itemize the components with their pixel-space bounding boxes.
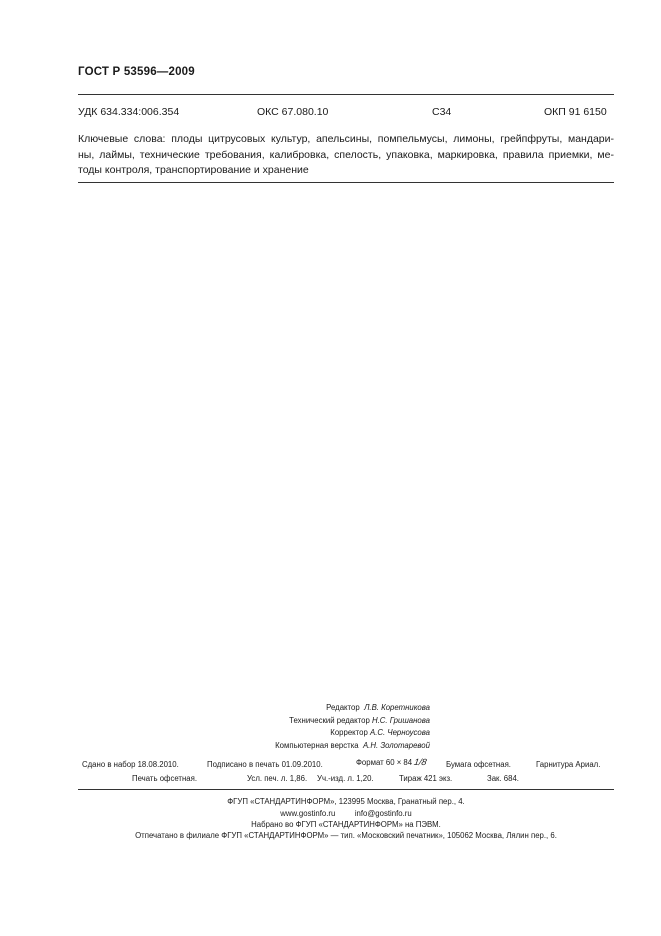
credit-tech-editor [230,715,430,728]
print-typeface: Гарнитура Ариал. [536,760,601,769]
group-code: С34 [432,106,452,118]
print-format-text: Формат 60 × 84 [356,758,413,767]
print-order: Зак. 684. [487,774,519,783]
credit-role: Корректор [330,728,368,737]
credit-corrector [230,727,430,740]
credit-role: Технический редактор [289,715,370,725]
credit-role: Компьютерная верстка [275,740,359,750]
publisher-contacts [78,809,614,818]
credits-block [230,702,430,752]
print-sent-date: Сдано в набор 18.08.2010. [82,760,179,769]
print-signed-date: Подписано в печать 01.09.2010. [207,760,323,769]
oks-code: ОКС 67.080.10 [257,106,329,118]
print-format [356,757,427,767]
credit-editor [230,702,430,715]
credit-layout [230,740,430,753]
udk-code: УДК 634.334:006.354 [78,106,180,118]
publisher-email[interactable]: info@gostinfo.ru [354,809,412,818]
publisher-address: ФГУП «СТАНДАРТИНФОРМ», 123995 Москва, Гранатный пер., 4. [227,797,465,806]
credit-name: А.С. Черноусова [370,728,430,737]
keywords-line: тоды контроля, транспортирование и хранение [78,164,309,176]
print-sheets: Усл. печ. л. 1,86. [247,774,308,783]
footer-divider [78,789,614,790]
keywords-divider [78,182,614,183]
standard-title: ГОСТ Р 53596—2009 [78,66,195,78]
printed-note: Отпечатано в филиале ФГУП «СТАНДАРТИНФОРМ» — тип. «Московский печатник», 105062 Москва, Лялин пер., 6. [135,831,557,840]
print-pub-sheets: Уч.-изд. л. 1,20. [317,774,374,783]
okp-code: ОКП 91 6150 [544,106,607,118]
credit-name: Л.В. Коретникова [364,703,430,712]
print-method: Печать офсетная. [132,774,198,783]
credit-name: А.Н. Золотаревой [362,740,430,750]
credit-role: Редактор [326,703,360,712]
top-divider [78,94,614,95]
credit-name: Н.С. Гришанова [371,715,430,725]
keywords-line: ны, лаймы, технические требования, калибровка, спелость, упаковка, маркировка, правила приемки, ме- [78,148,614,161]
keywords-block [78,132,614,179]
print-format-fraction: 1/8 [413,757,428,767]
keywords-line: Ключевые слова: плоды цитрусовых культур, апельсины, помпельмусы, лимоны, грейпфруты, мандари- [78,133,614,145]
typeset-note: Набрано во ФГУП «СТАНДАРТИНФОРМ» на ПЭВМ. [251,820,441,829]
publisher-website[interactable]: www.gostinfo.ru [280,809,336,818]
print-run: Тираж 421 экз. [399,774,453,783]
print-paper: Бумага офсетная. [446,760,511,769]
